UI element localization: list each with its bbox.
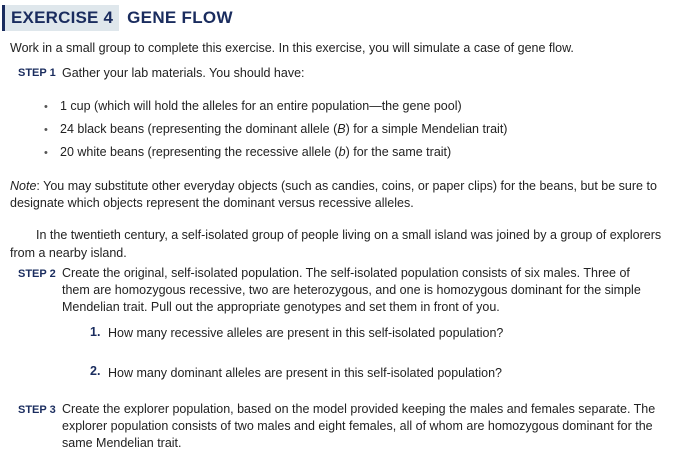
- materials-item-black-beans: 24 black beans (representing the dominant allele (B) for a simple Mendelian trait): [60, 122, 508, 136]
- intro-text: Work in a small group to complete this exercise. In this exercise, you will simulate a case of gene flow.: [10, 41, 574, 55]
- bullet-icon: •: [44, 147, 48, 159]
- scenario-line-1: In the twentieth century, a self-isolated group of people living on a small island was joined by a group of explorers: [36, 228, 662, 242]
- question-1-text: How many recessive alleles are present in this self-isolated population?: [108, 326, 504, 340]
- step3-line-1: Create the explorer population, based on the model provided keeping the males and females separate. The: [62, 402, 656, 416]
- materials-item-cup: 1 cup (which will hold the alleles for an entire population—the gene pool): [60, 99, 462, 113]
- exercise-header: [2, 5, 233, 31]
- note-line-1: Note: You may substitute other everyday objects (such as candies, coins, or paper clips) for the beans, but be sure to: [10, 179, 657, 193]
- materials-item-white-beans: 20 white beans (representing the recessive allele (b) for the same trait): [60, 145, 452, 159]
- exercise-title: GENE FLOW: [127, 8, 233, 27]
- step2-line-2: them are homozygous recessive, two are heterozygous, and one is homozygous dominant for the simple: [62, 283, 641, 297]
- bullet-icon: •: [44, 101, 48, 113]
- question-2-text: How many dominant alleles are present in this self-isolated population?: [108, 366, 502, 380]
- step2-line-3: Mendelian trait. Pull out the appropriate genotypes and set them in front of you.: [62, 300, 500, 314]
- step2-label: STEP 2: [18, 268, 56, 280]
- step3-line-2: explorer population consists of two males and eight females, all of whom are homozygous dominant for the: [62, 419, 653, 433]
- step3-label: STEP 3: [18, 404, 56, 416]
- note-line-2: designate which objects represent the dominant versus recessive alleles.: [10, 196, 414, 210]
- step1-text: Gather your lab materials. You should have:: [62, 66, 305, 80]
- scenario-line-2: from a nearby island.: [10, 246, 127, 260]
- question-1-number: 1.: [90, 325, 101, 339]
- bullet-icon: •: [44, 124, 48, 136]
- step1-label: STEP 1: [18, 67, 56, 79]
- step2-line-1: Create the original, self-isolated population. The self-isolated population consists of six males. Three of: [62, 266, 630, 280]
- exercise-label: EXERCISE 4: [2, 5, 119, 31]
- question-2-number: 2.: [90, 364, 101, 378]
- step3-line-3: same Mendelian trait.: [62, 436, 182, 450]
